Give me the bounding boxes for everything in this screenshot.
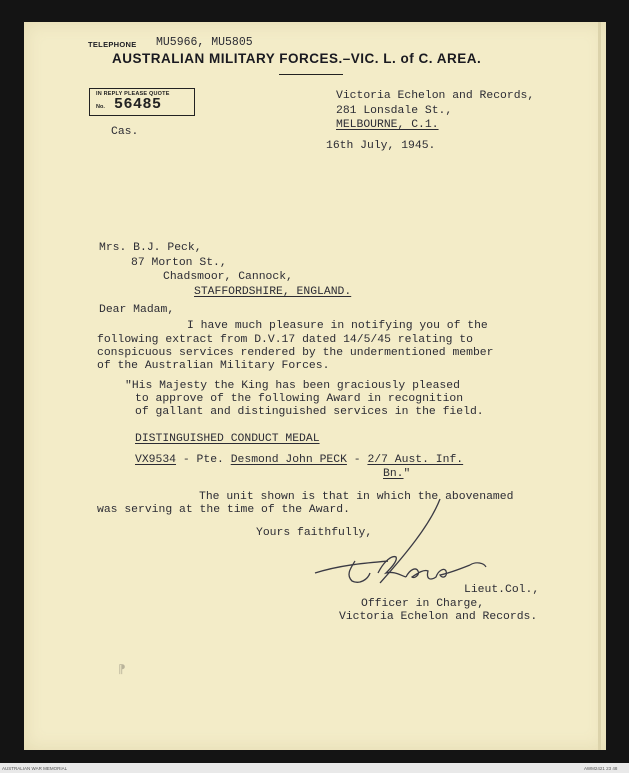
reference-no-label: No.: [96, 104, 105, 110]
award-line: [135, 454, 463, 466]
page-fold: [598, 22, 601, 750]
file-code: Cas.: [111, 126, 139, 138]
recipient-street: 87 Morton St.,: [131, 257, 227, 269]
closing: Yours faithfully,: [256, 527, 373, 539]
service-number: VX9534: [135, 454, 177, 466]
unit-line2: [383, 468, 410, 480]
soldier-name: Desmond John PECK: [230, 454, 347, 466]
unit-battalion: Bn.: [383, 468, 404, 480]
rank-prefix: - Pte.: [176, 454, 231, 466]
body-para2-line1: The unit shown is that in which the abovenamed: [199, 491, 514, 503]
salutation: Dear Madam,: [99, 304, 175, 316]
body-para2-line2: was serving at the time of the Award.: [97, 504, 350, 516]
body-para1-line4: of the Australian Military Forces.: [97, 360, 330, 372]
body-para1-line2: following extract from D.V.17 dated 14/5/45 relating to: [97, 334, 473, 346]
signature-image: [310, 495, 500, 595]
telephone-numbers: MU5966, MU5805: [156, 36, 253, 49]
quote-close: ": [403, 468, 411, 480]
letter-date: 16th July, 1945.: [326, 140, 436, 152]
quote-line1: "His Majesty the King has been graciously pleased: [125, 380, 460, 392]
award-title: DISTINGUISHED CONDUCT MEDAL: [135, 433, 320, 445]
footer-credit: AUSTRALIAN WAR MEMORIAL: [2, 766, 68, 771]
signatory-office: Victoria Echelon and Records.: [339, 611, 538, 623]
body-para1-line1: I have much pleasure in notifying you of the: [187, 320, 488, 332]
quote-line2: to approve of the following Award in recognition: [135, 393, 464, 405]
footer-reference: AWM2421 23 48: [584, 766, 618, 771]
body-para1-line3: conspicuous services rendered by the undermentioned member: [97, 347, 494, 359]
letterhead-title: AUSTRALIAN MILITARY FORCES.–VIC. L. of C. AREA.: [112, 51, 482, 66]
letterhead-rule: [279, 74, 343, 75]
recipient-county: STAFFORDSHIRE, ENGLAND.: [194, 286, 352, 298]
sender-address-line1: Victoria Echelon and Records,: [336, 90, 535, 102]
reference-label: IN REPLY PLEASE QUOTE: [96, 91, 170, 97]
pencil-mark: ⁋: [118, 662, 127, 676]
signatory-rank: Lieut.Col.,: [464, 584, 540, 596]
sender-address-line3: MELBOURNE, C.1.: [336, 119, 439, 131]
quote-line3: of gallant and distinguished services in the field.: [135, 406, 484, 418]
telephone-label: TELEPHONE: [88, 40, 137, 49]
reference-number: 56485: [114, 96, 162, 113]
recipient-town: Chadsmoor, Cannock,: [163, 271, 293, 283]
unit-separator: -: [346, 454, 368, 466]
unit-name: 2/7 Aust. Inf.: [367, 454, 464, 466]
recipient-name: Mrs. B.J. Peck,: [99, 242, 202, 254]
signatory-role: Officer in Charge,: [361, 598, 485, 610]
sender-address-line2: 281 Lonsdale St.,: [336, 105, 453, 117]
